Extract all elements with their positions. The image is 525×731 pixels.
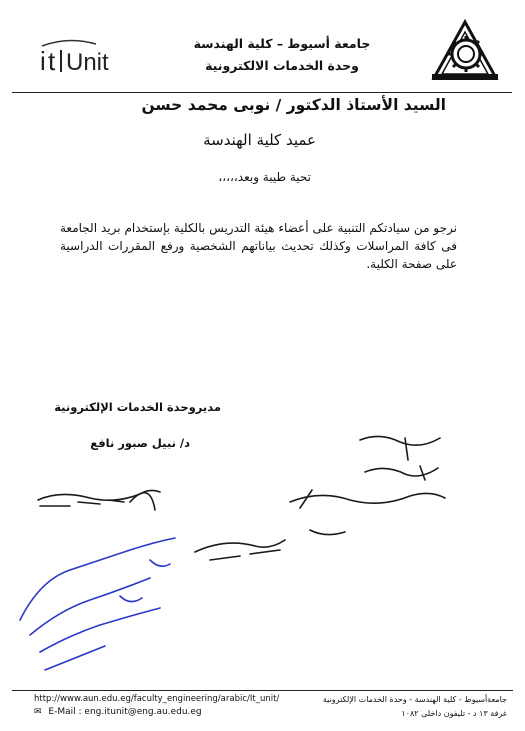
recipient-line: السيد الأستاذ الدكتور / نوبى محمد حسن [141, 96, 446, 114]
letter-body: نرجو من سيادتكم التنبية على أعضاء هيئة التدريس بالكلية بإستخدام بريد الجامعة فى كافة المراسلات وكذلك تحديث بياناتهم الشخصية ورفع المقررات الدراسية على صفحة الكلية. [60, 221, 457, 271]
handwritten-annotations [0, 420, 525, 690]
footer-url[interactable]: http://www.aun.edu.eg/faculty_engineering/arabic/It_unit/ [34, 694, 280, 704]
signatory-name: د/ نبيل صبور نافع [90, 436, 190, 450]
footer-divider [12, 690, 513, 691]
it-unit-logo-icon [38, 38, 124, 78]
footer-email-row [34, 707, 202, 717]
signature-stroke-1 [38, 490, 160, 500]
signatory-title: مديروحدة الخدمات الإلكترونية [54, 400, 221, 414]
svg-text:t: t [48, 46, 56, 76]
footer-address-line1: جامعةأسيوط - كلية الهندسة - وحدة الخدمات الإلكترونية [322, 695, 507, 704]
footer-email[interactable]: eng.itunit@eng.au.edu.eg [84, 707, 202, 717]
greeting: تحية طيبة وبعد،،،،، [218, 170, 311, 184]
envelope-icon: ✉ [34, 707, 42, 717]
footer-email-label: E-Mail : [48, 707, 82, 717]
recipient-title: عميد كلية الهندسة [203, 131, 316, 149]
header-divider [12, 92, 512, 93]
svg-text:Unit: Unit [66, 49, 109, 76]
university-line: جامعة أسيوط – كلية الهندسة [193, 36, 371, 51]
handwriting-image [0, 420, 525, 690]
unit-line: وحدة الخدمات الالكترونية [205, 58, 359, 73]
footer-address-line2: غرفة ١٣ د - تليفون داخلى ١٠٨٢ [401, 709, 507, 718]
gear-crest-icon [428, 16, 502, 82]
signature-stroke-2 [130, 493, 155, 510]
it-unit-logo [38, 38, 124, 78]
faculty-crest-logo [428, 16, 502, 82]
svg-text:i: i [40, 46, 46, 76]
